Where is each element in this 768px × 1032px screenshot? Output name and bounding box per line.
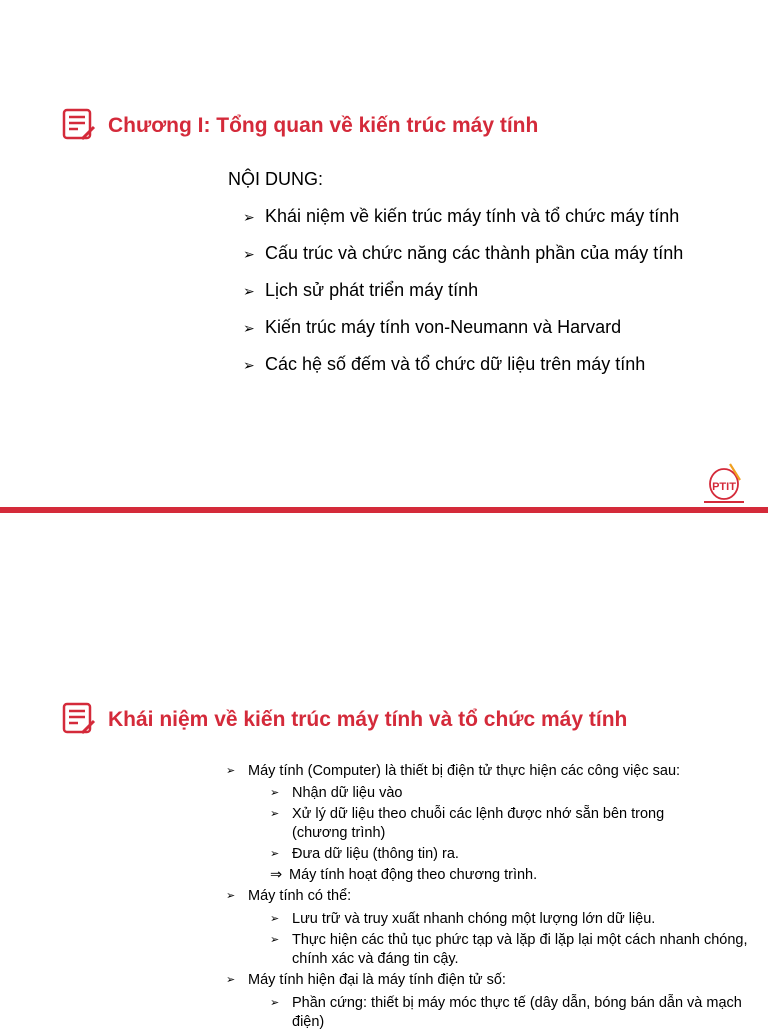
- implication-line: ⇒ Máy tính hoạt động theo chương trình.: [270, 867, 538, 883]
- list-item: ➢ Nhận dữ liệu vào: [270, 785, 403, 801]
- list-item: ➢ Thực hiện các thủ tục phức tạp và lặp đi lặp lại một cách nhanh chóng, chính xác và đáng tin cậy.: [270, 932, 748, 967]
- slide-2-title: Khái niệm về kiến trúc máy tính và tổ chức máy tính: [108, 708, 628, 731]
- slide-2-body: [226, 762, 756, 1032]
- list-item: ➢ Cấu trúc và chức năng các thành phần của máy tính: [243, 243, 684, 263]
- arrow-bullet-icon: ➢: [243, 209, 255, 225]
- document-edit-icon: [62, 702, 96, 736]
- arrow-bullet-icon: ➢: [226, 974, 236, 986]
- arrow-bullet-icon: ➢: [270, 848, 280, 860]
- list-item: ➢ Xử lý dữ liệu theo chuỗi các lệnh được nhớ sẵn bên trong (chương trình): [270, 806, 665, 841]
- arrow-bullet-icon: ➢: [270, 808, 280, 820]
- list-item: ➢ Phần cứng: thiết bị máy móc thực tế (dây dẫn, bóng bán dẫn và mạch điện): [270, 995, 742, 1030]
- implies-icon: ⇒: [270, 867, 283, 883]
- arrow-bullet-icon: ➢: [243, 320, 255, 336]
- arrow-bullet-icon: ➢: [243, 246, 255, 262]
- slide-2: [0, 520, 768, 1030]
- slide-divider: [0, 507, 768, 513]
- list-item: ➢ Các hệ số đếm và tổ chức dữ liệu trên máy tính: [243, 354, 646, 374]
- list-item: ➢ Máy tính có thể:: [226, 888, 352, 904]
- arrow-bullet-icon: ➢: [243, 357, 255, 373]
- arrow-bullet-icon: ➢: [270, 787, 280, 799]
- list-item: ➢ Đưa dữ liệu (thông tin) ra.: [270, 846, 459, 862]
- arrow-bullet-icon: ➢: [270, 997, 280, 1009]
- list-item: ➢ Lưu trữ và truy xuất nhanh chóng một lượng lớn dữ liệu.: [270, 911, 656, 927]
- arrow-bullet-icon: ➢: [226, 890, 236, 902]
- content-heading: NỘI DUNG:: [228, 169, 324, 189]
- svg-text:PTIT: PTIT: [712, 481, 736, 493]
- arrow-bullet-icon: ➢: [243, 283, 255, 299]
- list-item: ➢ Lịch sử phát triển máy tính: [243, 280, 479, 300]
- list-item: ➢ Kiến trúc máy tính von-Neumann và Harvard: [243, 317, 622, 337]
- list-item: ➢ Máy tính hiện đại là máy tính điện tử số:: [226, 972, 506, 988]
- document-edit-icon: [62, 108, 96, 142]
- ptit-logo: [700, 460, 748, 504]
- arrow-bullet-icon: ➢: [226, 765, 236, 777]
- arrow-bullet-icon: ➢: [270, 913, 280, 925]
- arrow-bullet-icon: ➢: [270, 934, 280, 946]
- slide-1-title: Chương I: Tổng quan về kiến trúc máy tính: [108, 114, 539, 137]
- slide-1: [0, 0, 768, 512]
- list-item: ➢ Khái niệm về kiến trúc máy tính và tổ chức máy tính: [243, 206, 680, 226]
- list-item: ➢ Máy tính (Computer) là thiết bị điện tử thực hiện các công việc sau:: [226, 763, 681, 779]
- contents-list: [243, 205, 683, 390]
